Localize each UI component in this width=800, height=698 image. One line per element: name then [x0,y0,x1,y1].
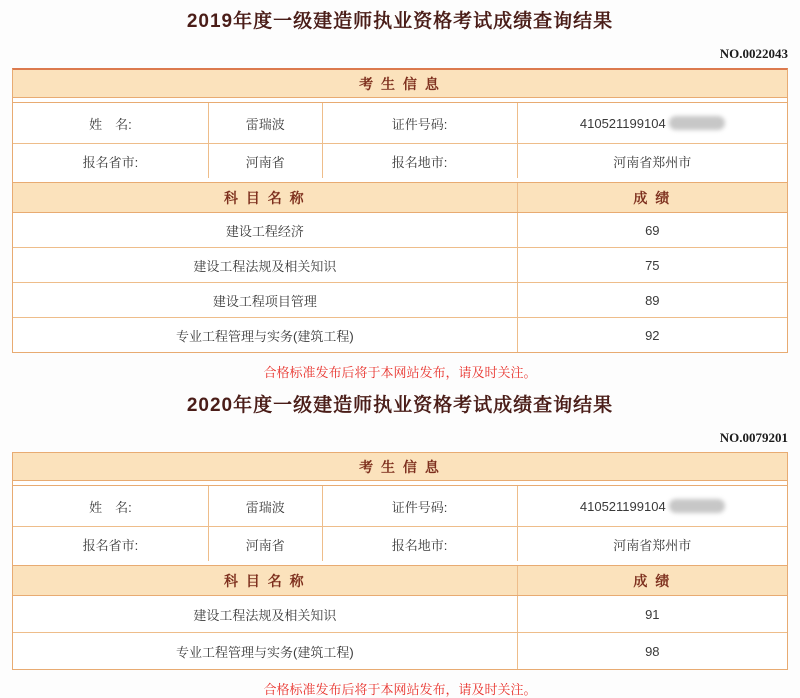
subject-row [13,596,787,633]
info-row-name-id [13,103,787,143]
masked-id-segment [669,499,725,513]
id-label: 证件号码: [323,103,518,143]
subject-header-name: 科 目 名 称 [13,183,518,212]
subject-name: 建设工程法规及相关知识 [13,248,518,282]
province-value: 河南省 [209,527,323,561]
section-title-2020: 2020年度一级建造师执业资格考试成绩查询结果 [186,395,614,416]
city-label: 报名地市: [323,527,518,561]
province-value: 河南省 [209,144,323,178]
id-value-cell [518,486,787,526]
score-table-2020 [12,452,788,670]
subject-row [13,633,787,669]
id-value-cell [518,103,787,143]
subject-name: 专业工程管理与实务(建筑工程) [13,633,518,669]
name-label: 姓 名: [13,103,209,143]
id-value: 410521199104 [579,115,666,131]
score-table-2019 [12,68,788,353]
city-label: 报名地市: [323,144,518,178]
subject-row [13,283,787,318]
subject-name: 专业工程管理与实务(建筑工程) [13,318,518,352]
subject-score: 89 [645,292,660,308]
subject-row [13,318,787,352]
info-row-name-id [13,486,787,526]
info-row-region [13,526,787,561]
section-title-2019: 2019年度一级建造师执业资格考试成绩查询结果 [186,11,614,32]
serial-number-2020: NO.0079201 [719,430,788,445]
subject-score: 91 [645,606,660,622]
subject-score: 75 [645,257,660,273]
city-value: 河南省郑州市 [613,537,692,553]
province-label: 报名省市: [13,144,209,178]
id-value: 410521199104 [579,498,666,514]
subject-score: 98 [645,643,660,659]
results-page [12,0,788,698]
name-value: 雷瑞波 [209,103,323,143]
notice-text-2020: 合格标准发布后将于本网站发布，请及时关注。 [263,682,537,697]
masked-id-segment [669,116,725,130]
subject-header-score: 成 绩 [633,189,672,206]
subject-score: 92 [645,327,660,343]
notice-text-2019: 合格标准发布后将于本网站发布，请及时关注。 [263,365,537,380]
subject-row [13,213,787,248]
name-label: 姓 名: [13,486,209,526]
subject-header-row [13,183,787,213]
subject-name: 建设工程经济 [13,213,518,247]
subject-header-row [13,566,787,596]
candidate-info-header: 考 生 信 息 [13,70,787,98]
id-label: 证件号码: [323,486,518,526]
subject-name: 建设工程法规及相关知识 [13,596,518,632]
candidate-info-header: 考 生 信 息 [13,453,787,481]
province-label: 报名省市: [13,527,209,561]
subject-row [13,248,787,283]
subject-header-score: 成 绩 [633,572,672,589]
subject-name: 建设工程项目管理 [13,283,518,317]
subject-header-name: 科 目 名 称 [13,566,518,595]
subject-score: 69 [645,222,660,238]
name-value: 雷瑞波 [209,486,323,526]
info-row-region [13,143,787,178]
serial-number-2019: NO.0022043 [719,46,788,61]
city-value: 河南省郑州市 [613,154,692,170]
